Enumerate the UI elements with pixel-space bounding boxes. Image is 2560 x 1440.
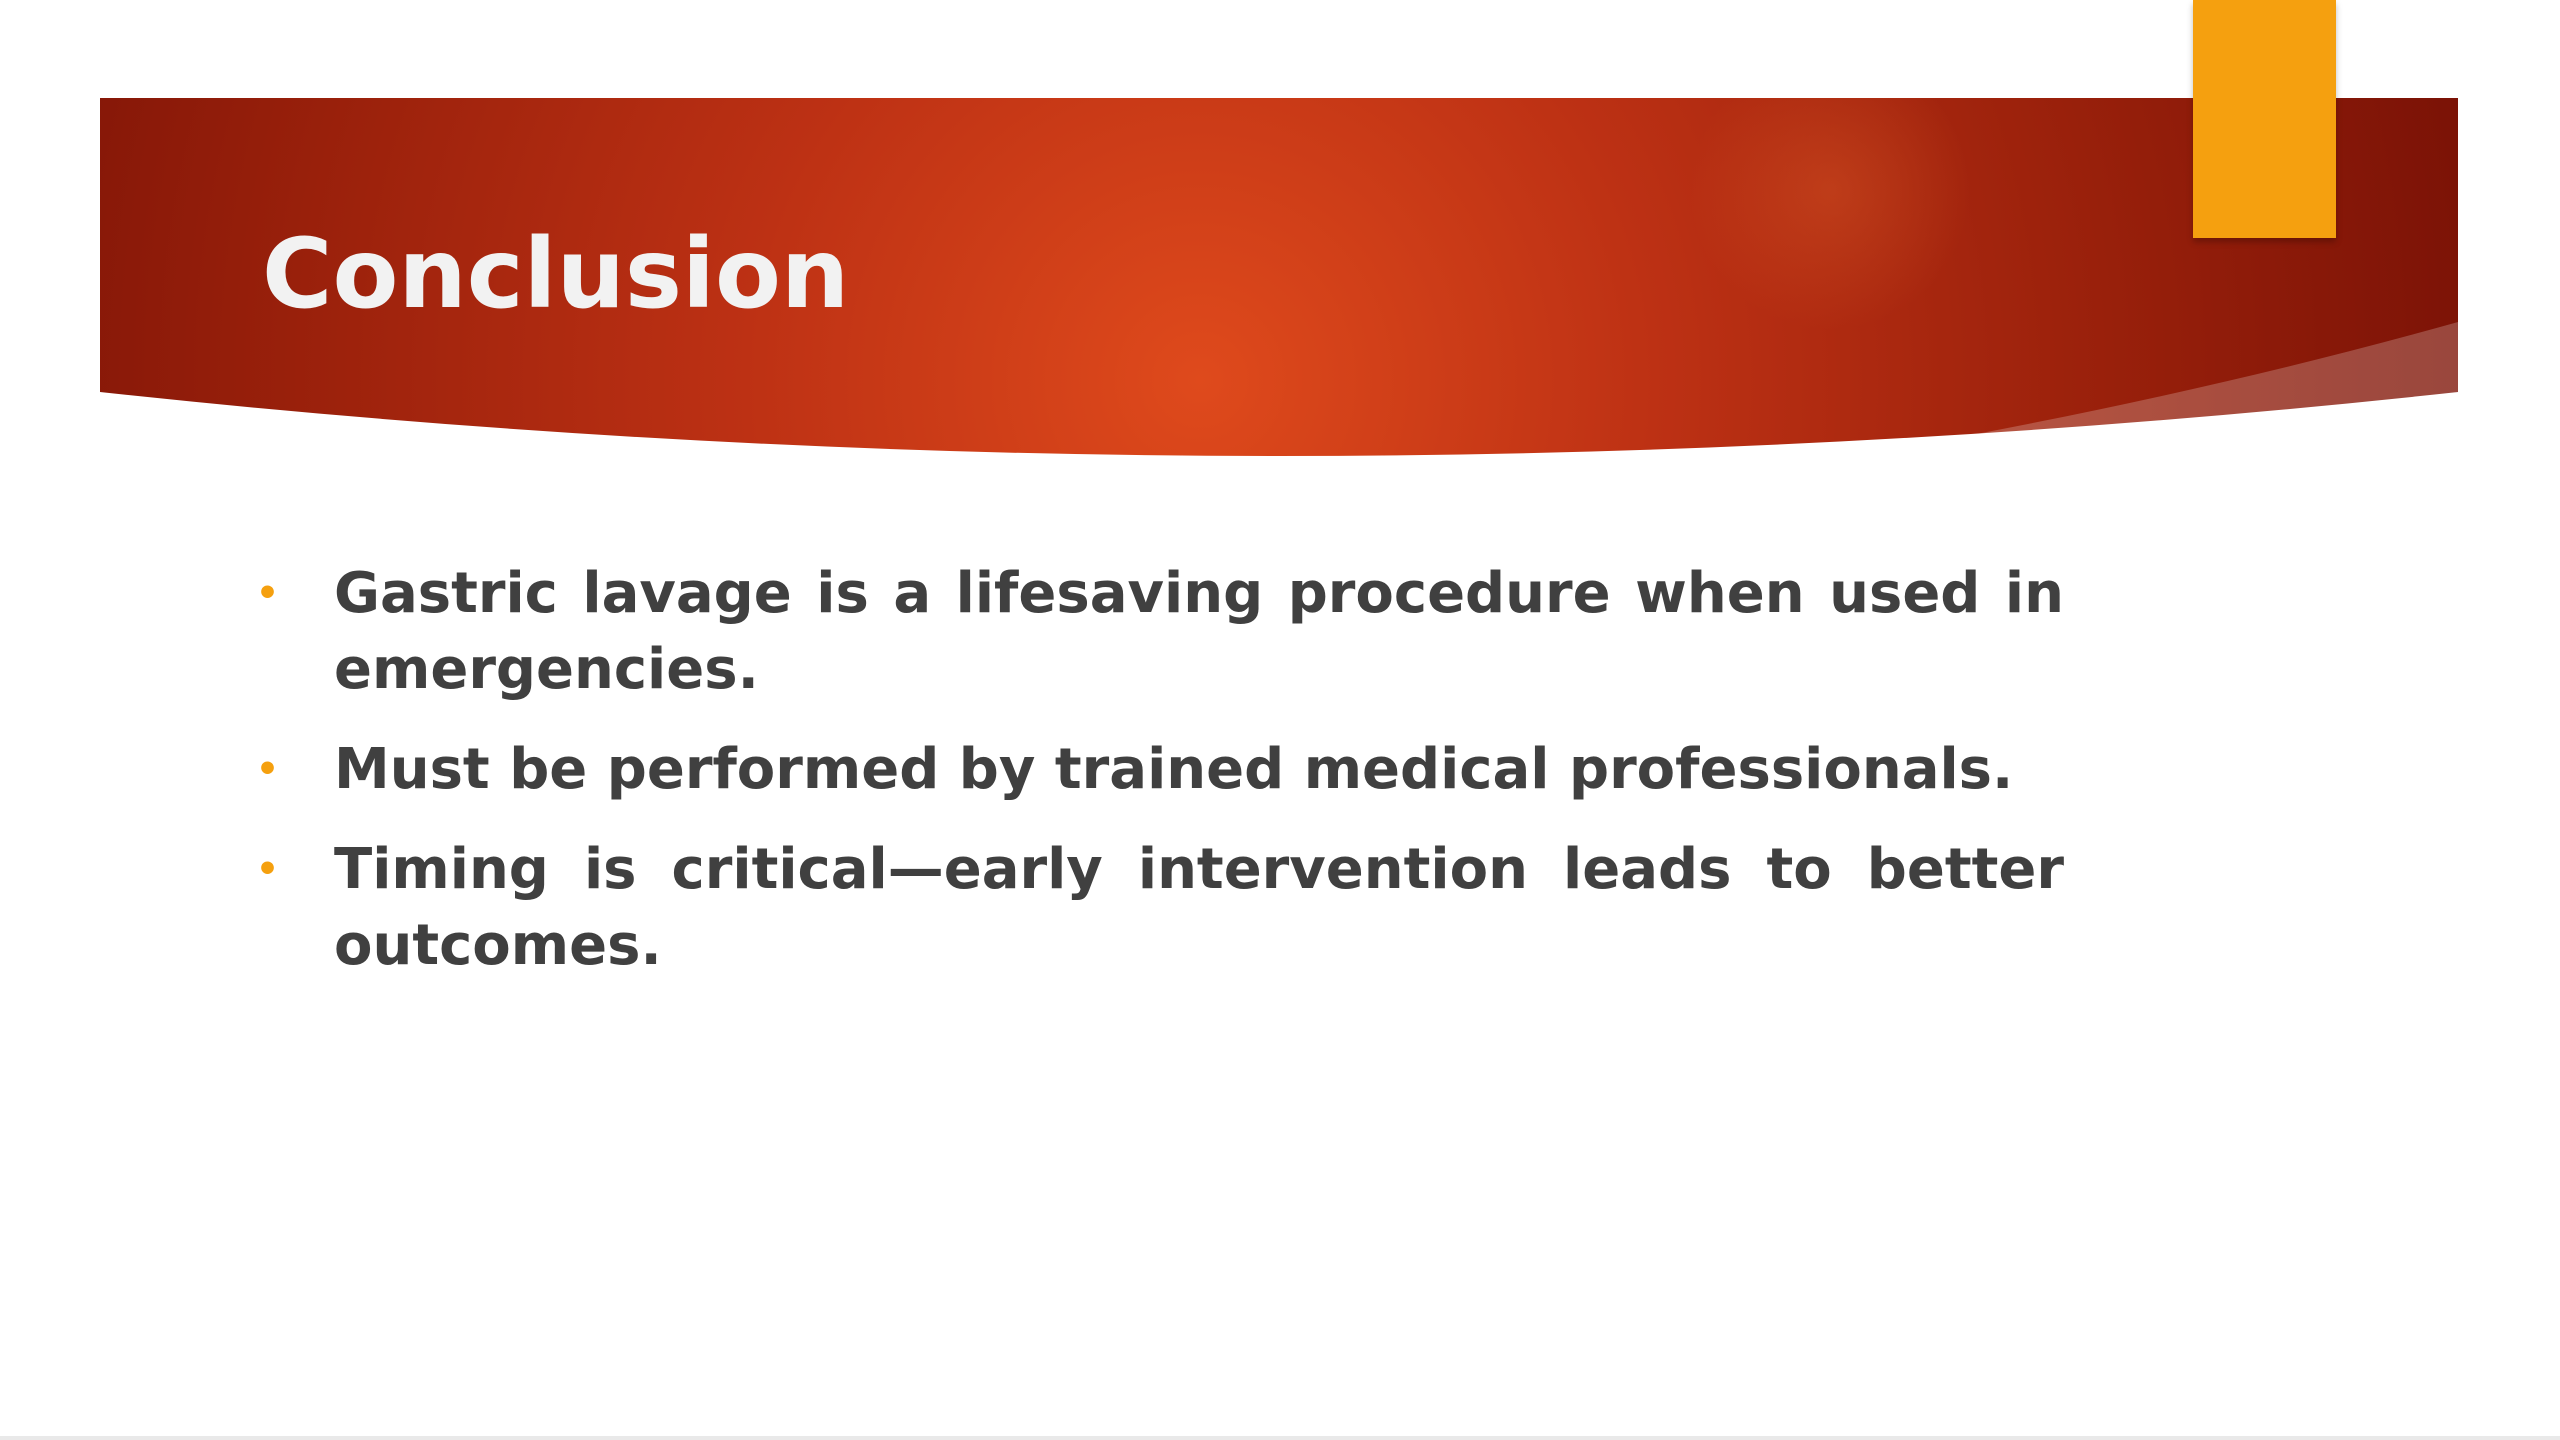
- bullet-text: Must be performed by trained medical professionals.: [334, 737, 2014, 802]
- slide-title: Conclusion: [262, 218, 850, 330]
- bullet-item: [256, 556, 2064, 708]
- bullet-icon: •: [256, 749, 280, 790]
- bullet-text: Timing is critical—early intervention leads to better outcomes.: [334, 837, 2064, 978]
- bullet-icon: •: [256, 849, 280, 890]
- slide-bottom-edge: [0, 1436, 2560, 1440]
- bullet-icon: •: [256, 573, 280, 614]
- accent-tab: [2193, 0, 2336, 238]
- bullet-list: [256, 556, 2064, 1008]
- bullet-item: [256, 832, 2064, 984]
- bullet-item: [256, 732, 2064, 808]
- bullet-text: Gastric lavage is a lifesaving procedure when used in emergencies.: [334, 561, 2064, 702]
